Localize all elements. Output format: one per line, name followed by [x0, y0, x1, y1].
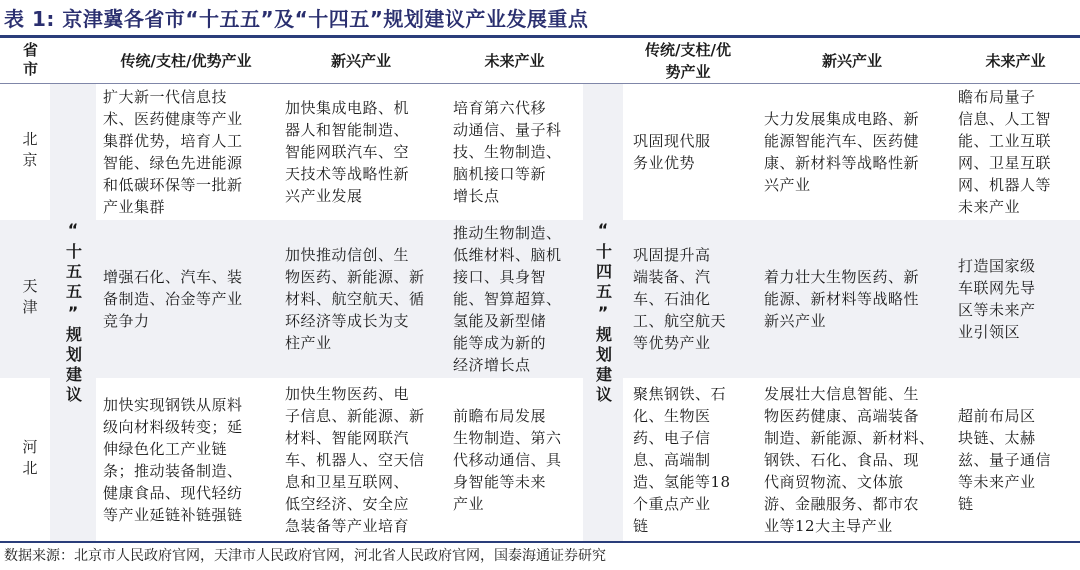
cell-text: 着力壮大生物医药、新 能源、新材料等战略性 新兴产业 — [764, 268, 920, 330]
table-cell — [103, 378, 278, 541]
header-emerging-14: 新兴产业 — [821, 52, 882, 70]
cell-text: 打造国家级 车联网先导 区等未来产 业引领区 — [958, 257, 1036, 341]
cell-text: 瞻布局量子 信息、人工智 能、工业互联 网、卫星互联 网、机器人等 未来产业 — [958, 88, 1052, 216]
table-cell — [764, 220, 952, 378]
header-traditional-15: 传统/支柱/优势产业 — [120, 52, 252, 70]
cell-text: 加快集成电路、机 器人和智能制造、 智能网联汽车、空 天技术等战略性新 兴产业发展 — [285, 99, 410, 205]
table-cell — [958, 84, 1080, 220]
cell-text: 扩大新一代信息技 术、医药健康等产业 集群优势，培育人工 智能、绿色先进能源 和低碳环保等一批新 产业集群 — [103, 88, 243, 216]
cell-text: 聚焦钢铁、石 化、生物医 药、电子信 息、高端制 造、氢能等18 个重点产业 链 — [633, 384, 731, 535]
cell-text: 巩固现代服 务业优势 — [633, 132, 711, 172]
header-emerging-15: 新兴产业 — [330, 52, 391, 70]
cell-text: 培育第六代移 动通信、量子科 技、生物制造、 脑机接口等新 增长点 — [453, 99, 562, 205]
table-cell — [285, 378, 448, 541]
cell-text: 超前布局区 块链、太赫 兹、量子通信 等未来产业 链 — [958, 406, 1052, 513]
header-traditional-14: 传统/支柱/优 势产业 — [645, 41, 731, 81]
province-beijing: 北京 — [20, 131, 39, 173]
table-cell — [633, 378, 753, 541]
plan-label-14: “十四五”规划建议 — [593, 219, 613, 406]
province-tianjin: 天津 — [20, 278, 39, 320]
cell-text: 加快生物医药、电 子信息、新能源、新 材料、智能网联汽 车、机器人、空天信 息和卫星互联网、 低空经济、安全应 急装备等产业培育 — [285, 384, 425, 535]
table-cell — [958, 378, 1080, 541]
table-cell — [633, 84, 753, 220]
header-future-14: 未来产业 — [985, 52, 1046, 70]
plan-label-15: “十五五”规划建议 — [63, 219, 83, 406]
table-cell — [958, 220, 1080, 378]
table-cell — [285, 220, 448, 378]
table-cell — [453, 220, 583, 378]
header-province: 省市 — [21, 42, 39, 80]
table-cell — [103, 220, 278, 378]
cell-text: 加快推动信创、生 物医药、新能源、新 材料、航空航天、循 环经济等成长为支 柱产业 — [285, 246, 425, 352]
cell-text: 大力发展集成电路、新 能源智能汽车、医药健 康、新材料等战略性新 兴产业 — [764, 110, 920, 194]
header-future-15: 未来产业 — [484, 52, 545, 70]
bottom-rule — [0, 541, 1080, 543]
table-cell — [764, 84, 952, 220]
table-cell — [633, 220, 753, 378]
table-cell — [103, 84, 278, 220]
table-cell — [453, 84, 583, 220]
cell-text: 发展壮大信息智能、生 物医药健康、高端装备 制造、新能源、新材料、 钢铁、石化、食品、现 代商贸物流、文体旅 游、金融服务、都市农 业等12大主导产业 — [764, 384, 935, 535]
cell-text: 推动生物制造、 低维材料、脑机 接口、具身智 能、智算超算、 氢能及新型储 能等成为新的 经济增长点 — [453, 224, 562, 374]
table-cell — [453, 378, 583, 541]
cell-text: 前瞻布局发展 生物制造、第六 代移动通信、具 身智能等未来 产业 — [453, 406, 562, 513]
table-title: 表 1: 京津冀各省市“十五五”及“十四五”规划建议产业发展重点 — [4, 7, 589, 31]
data-source-note: 数据来源：北京市人民政府官网，天津市人民政府官网，河北省人民政府官网，国泰海通证券研究 — [4, 548, 606, 564]
cell-text: 增强石化、汽车、装 备制造、冶金等产业 竞争力 — [103, 268, 243, 330]
table-cell — [764, 378, 952, 541]
province-hebei: 河北 — [20, 438, 39, 481]
cell-text: 加快实现钢铁从原料 级向材料级转变；延 伸绿色化工产业链 条；推动装备制造、 健康食品、现代轻纺 等产业延链补链强链 — [103, 395, 243, 524]
cell-text: 巩固提升高 端装备、汽 车、石油化 工、航空航天 等优势产业 — [633, 246, 727, 352]
table-cell — [285, 84, 448, 220]
